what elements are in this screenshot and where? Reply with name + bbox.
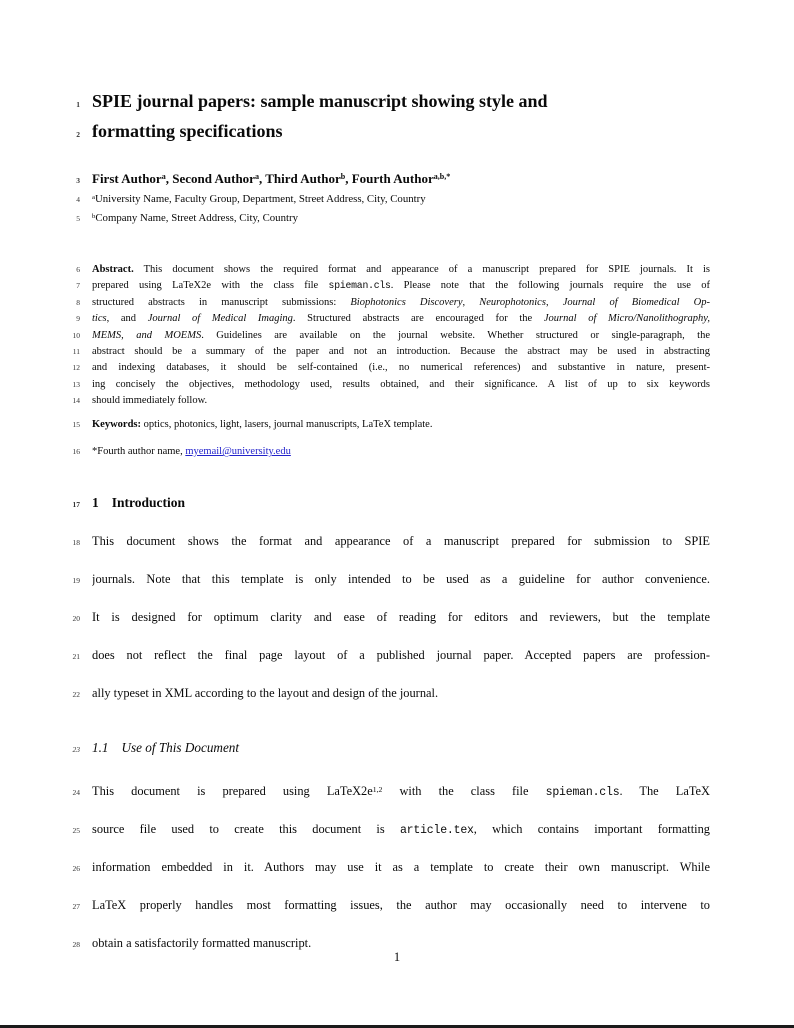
section-line <box>0 494 710 514</box>
line-number: 6 <box>76 265 80 274</box>
line-text <box>92 773 710 811</box>
text-segment: , Second Author <box>165 171 255 186</box>
text-segment: structured abstracts in manuscript submissions: <box>92 296 351 308</box>
line-text <box>92 444 710 460</box>
text-segment: MEMS, and MOEMS <box>92 329 202 341</box>
abstract-line <box>0 393 710 409</box>
text-segment: information embedded in it. Authors may use it as a template to create their own manuscript. While <box>92 860 710 875</box>
paragraph-line <box>0 849 710 887</box>
line-text <box>92 344 710 360</box>
line-text <box>92 278 710 294</box>
text-segment: ally typeset in XML according to the layout and design of the journal. <box>92 686 439 701</box>
text-segment: b <box>92 212 96 220</box>
text-segment: a,b,* <box>433 172 451 182</box>
line-text <box>92 637 710 674</box>
line-text <box>92 599 710 636</box>
line-text <box>92 262 710 278</box>
line-number: 17 <box>72 500 80 510</box>
keywords-block <box>0 417 710 433</box>
paragraph-line <box>0 599 710 637</box>
text-segment: obtain a satisfactorily formatted manuscript. <box>92 936 312 951</box>
line-text <box>92 210 710 229</box>
text-segment: This document shows the format and appearance of a manuscript prepared for submission to SPIE <box>92 534 710 549</box>
text-segment: abstract should be a summary of the paper and not an introduction. Because the abstract may be used in abstracting <box>92 346 710 358</box>
line-text <box>92 295 710 311</box>
text-segment: journals. Note that this template is only intended to be used as a guideline for author convenience. <box>92 572 710 587</box>
line-text <box>92 739 710 757</box>
line-number: 14 <box>72 396 80 406</box>
line-number: 19 <box>72 576 80 586</box>
authors-block <box>0 170 710 189</box>
line-number: 11 <box>72 347 80 357</box>
paragraph-line <box>0 561 710 599</box>
text-segment: Abstract. <box>92 264 134 275</box>
paragraph-line <box>0 887 710 925</box>
line-number: 25 <box>72 826 80 836</box>
line-number: 27 <box>72 902 80 912</box>
line-number: 20 <box>72 614 80 624</box>
text-segment: Journal of Micro/Nanolithography, <box>543 313 710 325</box>
subsection-block <box>0 739 710 759</box>
paragraph-line <box>0 811 710 849</box>
abstract-line <box>0 344 710 360</box>
keywords-line <box>0 417 710 433</box>
line-text <box>92 561 710 598</box>
text-segment: Introduction <box>111 495 186 511</box>
text-segment: with the class file <box>382 784 546 799</box>
line-text <box>92 191 710 210</box>
line-number: 24 <box>72 788 80 798</box>
text-segment: LaTeX properly handles most formatting issues, the author may occasionally need to intervene to <box>92 898 710 913</box>
line-text <box>92 118 710 144</box>
line-text <box>92 311 710 327</box>
line-text <box>92 170 710 189</box>
text-segment: Journal of Medical Imaging <box>147 313 293 325</box>
line-text <box>92 328 710 344</box>
paragraph-line <box>0 773 710 811</box>
text-segment: should immediately follow. <box>92 395 208 407</box>
page-number: 1 <box>393 950 401 964</box>
text-segment: source file used to create this document is <box>92 822 400 837</box>
text-segment: optics, photonics, light, lasers, journal manuscripts, LaTeX template. <box>141 418 433 430</box>
abstract-block <box>0 262 710 410</box>
text-segment: Use of This Document <box>121 740 240 756</box>
line-text <box>92 360 710 376</box>
title-line <box>0 88 710 118</box>
text-segment: . Please note that the following journals require the use of <box>390 280 710 292</box>
text-segment: , <box>462 296 480 308</box>
abstract-line <box>0 377 710 393</box>
title-line <box>0 118 710 148</box>
text-segment: a <box>92 194 95 201</box>
text-segment: and indexing databases, it should be self-contained (i.e., no numerical references) and substantive in nature, present- <box>92 362 710 374</box>
line-text <box>92 675 710 712</box>
line-number: 7 <box>76 281 80 291</box>
line-text <box>92 849 710 886</box>
subsection-line <box>0 739 710 759</box>
affiliations-line <box>0 210 710 229</box>
paragraph-block <box>0 523 710 713</box>
title-block <box>0 88 710 148</box>
text-segment: This document shows the required format and appearance of a manuscript prepared for SPIE journals. It is <box>133 264 710 275</box>
abstract-line <box>0 328 710 344</box>
line-text <box>92 393 710 409</box>
text-segment: formatting specifications <box>92 121 283 141</box>
text-segment: b <box>340 172 346 182</box>
text-segment: , and <box>106 313 148 325</box>
text-segment: . Structured abstracts are encouraged for the <box>292 313 544 325</box>
abstract-line <box>0 278 710 294</box>
text-segment: spieman.cls <box>328 280 391 292</box>
text-segment: Biophotonics Discovery <box>350 296 463 308</box>
text-segment: 1.1 <box>92 740 109 756</box>
paragraph-line <box>0 637 710 675</box>
line-number: 9 <box>76 314 80 324</box>
abstract-line <box>0 311 710 327</box>
section-block <box>0 494 710 514</box>
paragraph-block <box>0 773 710 963</box>
text-segment: . The LaTeX <box>619 784 710 799</box>
line-number: 22 <box>72 690 80 700</box>
text-segment: 1,2 <box>372 785 383 795</box>
abstract-line <box>0 262 710 278</box>
line-text <box>92 811 710 849</box>
text-segment: *Fourth author name, <box>92 446 186 458</box>
line-number: 5 <box>76 213 80 223</box>
text-segment: It is designed for optimum clarity and ease of reading for editors and reviewers, but the template <box>92 610 710 625</box>
line-text <box>92 494 710 512</box>
text-segment: ing concisely the objectives, methodology used, results obtained, and their significance. A list of up to six keywords <box>92 378 710 390</box>
line-number: 3 <box>76 176 80 185</box>
text-segment: SPIE journal papers: sample manuscript showing style and <box>92 91 548 111</box>
line-number: 12 <box>72 363 80 373</box>
text-segment: a <box>161 172 166 182</box>
line-number: 26 <box>72 864 80 874</box>
text-segment: . Guidelines are available on the journal website. Whether structured or single-paragraph, the <box>201 329 710 341</box>
affiliations-line <box>0 191 710 210</box>
text-segment: does not reflect the final page layout of a published journal paper. Accepted papers are profession- <box>92 648 710 663</box>
line-number: 13 <box>72 379 80 389</box>
text-segment: spieman.cls <box>545 786 620 800</box>
text-segment: University Name, Faculty Group, Department, Street Address, City, Country <box>94 193 426 205</box>
line-text <box>92 887 710 924</box>
line-text <box>92 377 710 393</box>
line-number: 23 <box>72 745 80 755</box>
paragraph-line <box>0 523 710 561</box>
line-text <box>92 88 710 114</box>
email-link[interactable]: myemail@university.edu <box>185 446 291 458</box>
abstract-line <box>0 360 710 376</box>
line-number: 21 <box>72 652 80 662</box>
line-text <box>92 417 710 433</box>
line-number: 10 <box>72 330 80 340</box>
text-segment: First Author <box>92 171 162 186</box>
line-number: 1 <box>76 100 80 109</box>
text-segment: a <box>254 172 259 182</box>
text-segment: Journal of Biomedical Op- <box>562 296 710 308</box>
text-segment: article.tex <box>399 824 474 838</box>
line-number: 16 <box>72 447 80 457</box>
text-segment: Neurophotonics <box>479 296 546 308</box>
affiliations-block <box>0 191 710 228</box>
text-segment: This document is prepared using LaTeX2e <box>92 784 373 799</box>
footnote-block <box>0 444 710 460</box>
line-number: 18 <box>72 538 80 548</box>
text-segment: Keywords: <box>92 418 141 430</box>
text-segment: Company Name, Street Address, City, Country <box>95 211 298 224</box>
line-number: 2 <box>76 130 80 139</box>
footnote-line <box>0 444 710 460</box>
text-segment: tics <box>92 313 107 325</box>
text-segment: , <box>545 296 563 308</box>
text-segment: , Third Author <box>258 171 341 186</box>
abstract-line <box>0 295 710 311</box>
line-number: 15 <box>72 419 80 429</box>
text-segment: prepared using LaTeX2e with the class file <box>92 280 329 292</box>
authors-line <box>0 170 710 189</box>
paragraph-line <box>0 675 710 713</box>
line-number: 4 <box>76 195 80 204</box>
line-text <box>92 523 710 560</box>
text-segment: , which contains important formatting <box>473 822 710 837</box>
text-segment: 1 <box>92 495 99 511</box>
text-segment: , Fourth Author <box>345 171 434 186</box>
line-number: 8 <box>76 297 80 307</box>
line-number: 28 <box>72 940 80 950</box>
